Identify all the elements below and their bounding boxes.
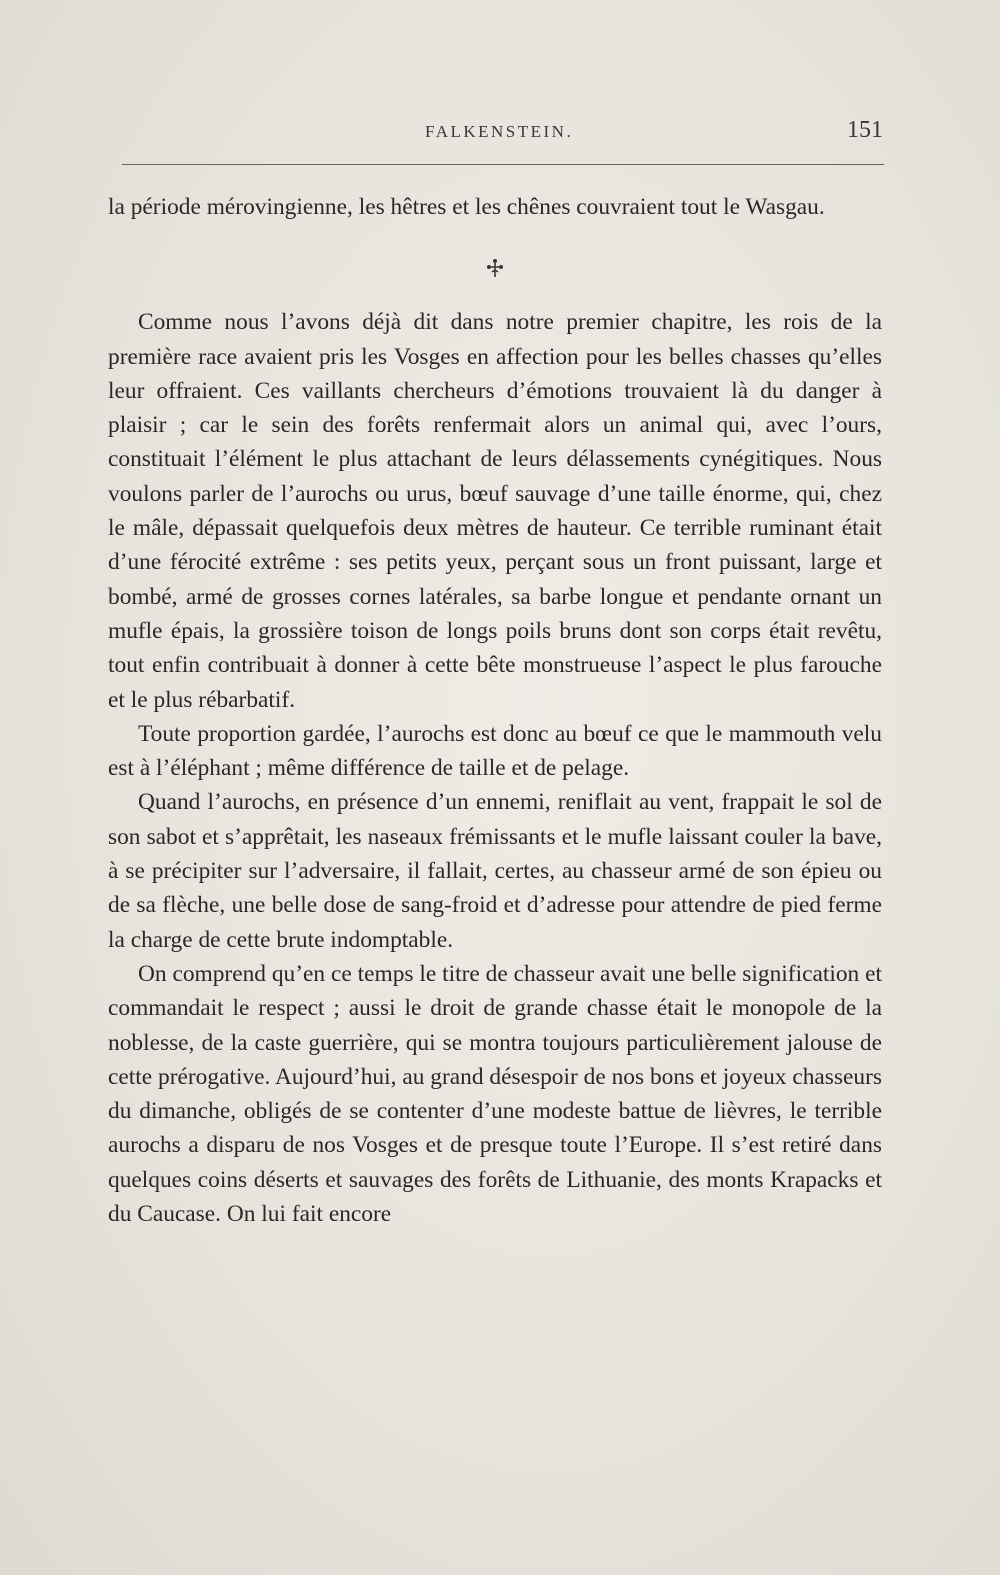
section-ornament: [108, 254, 882, 288]
paragraph-continuation: la période mérovingienne, les hêtres et les chênes couvraient tout le Wasgau.: [108, 194, 825, 220]
page-number: 151: [847, 117, 883, 143]
running-title: FALKENSTEIN.: [425, 122, 574, 141]
paragraph-proportion: Toute proportion gardée, l’aurochs est donc au bœuf ce que le mammouth velu est à l’éléphant ; même différence de taille et de pelage.: [108, 720, 882, 782]
running-header: [120, 118, 885, 152]
fleuron-icon: [486, 254, 504, 274]
paragraph-charge: Quand l’aurochs, en présence d’un ennemi, reniflait au vent, frappait le sol de son sabot et s’apprêtait, les naseaux frémissants et le mufle laissant couler la bave, à se précipiter sur l’adversaire, il fallait, certes, au chasseur armé de son épieu ou de sa flèche, une belle dose de sang-froid et d’adresse pour attendre de pied ferme la charge de cette brute indomptable.: [108, 789, 882, 953]
paragraph-hunting-rights: On comprend qu’en ce temps le titre de chasseur avait une belle signification et commandait le respect ; aussi le droit de grande chasse était le monopole de la noblesse, de la caste guerrière, qui se montra toujours particulièrement jalouse de cette prérogative. Aujourd’hui, au grand désespoir de nos bons et joyeux chasseurs du dimanche, obligés de se contenter d’une modeste battue de lièvres, le terrible aurochs a disparu de nos Vosges et de presque toute l’Europe. Il s’est retiré dans quelques coins déserts et sauvages des forêts de Lithuanie, des monts Krapacks et du Caucase. On lui fait encore: [108, 960, 882, 1228]
body-text: [108, 190, 882, 1231]
paragraph-aurochs-intro: Comme nous l’avons déjà dit dans notre premier chapitre, les rois de la première race avaient pris les Vosges en affection pour les belles chasses qu’elles leur offraient. Ces vaillants chercheurs d’émotions trouvaient là du danger à plaisir ; car le sein des forêts renfermait alors un animal qui, avec l’ours, constituait l’élément le plus attachant de leurs délassements cynégitiques. Nous voulons parler de l’aurochs ou urus, bœuf sauvage d’une taille énorme, qui, chez le mâle, dépassait quelquefois deux mètres de hauteur. Ce terrible ruminant était d’une férocité extrême : ses petits yeux, perçant sous un front puissant, large et bombé, armé de grosses cornes latérales, sa barbe longue et pendante ornant un mufle épais, la grossière toison de longs poils bruns dont son corps était revêtu, tout enfin contribuait à donner à cette bête monstrueuse l’aspect le plus farouche et le plus rébarbatif.: [108, 309, 882, 713]
header-rule: [122, 164, 884, 165]
